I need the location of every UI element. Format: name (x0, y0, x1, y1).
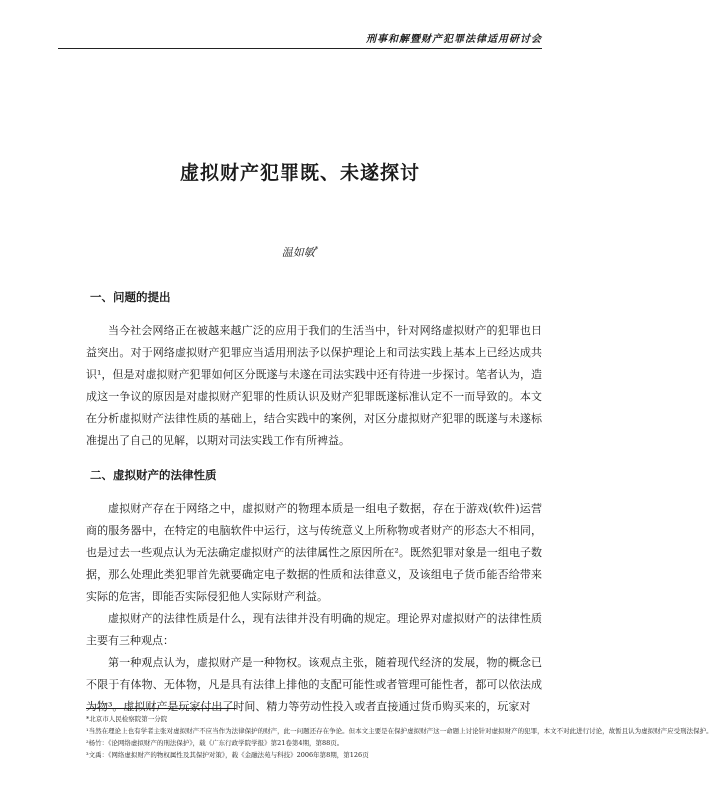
section-1-paragraph-1: 当今社会网络正在被越来越广泛的应用于我们的生活当中，针对网络虚拟财产的犯罪也日益突出。对于网络虚拟财产犯罪应当适用刑法予以保护理论上和司法实践上基本上已经达成共识¹，但是对虚拟财产犯罪如何区分既遂与未遂在司法实践中还有待进一步探讨。笔者认为，造成这一争议的原因是对虚拟财产犯罪的性质认识及财产犯罪既遂标准认定不一而导致的。本文在分析虚拟财产法律性质的基础上，结合实践中的案例，对区分虚拟财产犯罪的既遂与未遂标准提出了自己的见解，以期对司法实践工作有所裨益。 (86, 324, 542, 447)
footnote-rule (86, 708, 236, 709)
header-rule (58, 48, 542, 49)
body-text (86, 280, 542, 718)
section-2-paragraph-1: 虚拟财产存在于网络之中，虚拟财产的物理本质是一组电子数据，存在于游戏(软件)运营商的服务器中，在特定的电脑软件中运行，这与传统意义上所称物或者财产的形态大不相同，也是过去一些观点认为无法确定虚拟财产的法律属性之原因所在²。既然犯罪对象是一组电子数据，那么处理此类犯罪首先就要确定电子数据的性质和法律意义，及该组电子货币能否给带来实际的危害，即能否实际侵犯他人实际财产利益。 (86, 502, 542, 603)
author-line (0, 244, 600, 260)
paper-title: 虚拟财产犯罪既、未遂探讨 (179, 162, 420, 184)
footnote-1: ¹当然在理论上也有学者主张对虚拟财产不应当作为法律保护的财产，此一问题还存在争论。但本文主要是在保护虚拟财产这一命题上讨论针对虚拟财产的犯罪，本文不对此进行讨论，故暂且认为虚拟财产应受刑法保护。 (86, 727, 713, 735)
section-heading-1: 一、问题的提出 (90, 290, 171, 304)
running-head: 刑事和解暨财产犯罪法律适用研讨会 (366, 34, 542, 45)
section-2-paragraph-2: 虚拟财产的法律性质是什么，现有法律并没有明确的规定。理论界对虚拟财产的法律性质主要有三种观点： (86, 612, 542, 647)
author-footnote-mark: * (314, 245, 319, 254)
footnote-3: ³文禹：《网络虚拟财产的物权属性及其保护对策》，载《金融法苑与科技》2006年第8期，第126页 (86, 751, 369, 759)
footnote-2: ²杨竹：《论网络虚拟财产的刑法保护》，载《广东行政学院学报》第21卷第4期，第88页。 (86, 739, 344, 747)
footnote-author: *北京市人民检察院第一分院 (86, 715, 168, 723)
author-name: 温如敏 (281, 246, 315, 259)
section-heading-2: 二、虚拟财产的法律性质 (90, 468, 217, 482)
footnotes (86, 708, 713, 761)
section-2-paragraph-3: 第一种观点认为，虚拟财产是一种物权。该观点主张，随着现代经济的发展，物的概念已不限于有体物、无体物，凡是具有法律上排他的支配可能性或者管理可能性者，都可以依法成为物³。虚拟财产是玩家付出了时间、精力等劳动性投入或者直接通过货币购买来的，玩家对 (86, 656, 542, 713)
